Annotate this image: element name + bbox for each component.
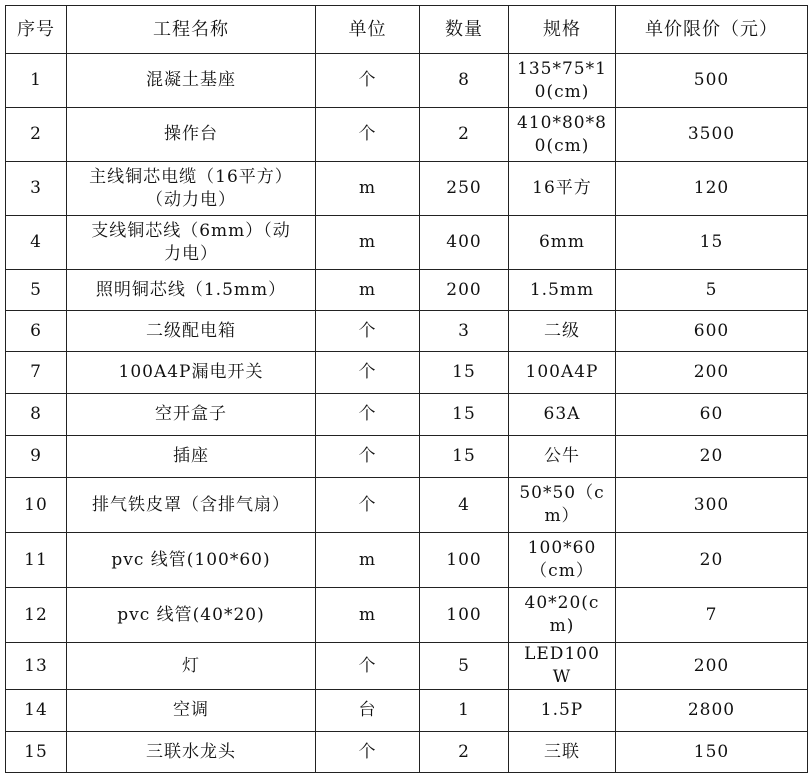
cell-unit: 个 bbox=[316, 478, 420, 533]
cell-price: 200 bbox=[616, 643, 808, 690]
cell-spec: 63A bbox=[509, 394, 616, 436]
cell-seq: 8 bbox=[6, 394, 67, 436]
cell-qty: 2 bbox=[420, 108, 509, 162]
cell-price: 120 bbox=[616, 162, 808, 216]
cell-unit: 个 bbox=[316, 54, 420, 108]
table-row bbox=[6, 533, 808, 588]
cell-price: 300 bbox=[616, 478, 808, 533]
cell-seq: 13 bbox=[6, 643, 67, 690]
table-row bbox=[6, 732, 808, 773]
cell-seq: 11 bbox=[6, 533, 67, 588]
cell-seq: 15 bbox=[6, 732, 67, 773]
cell-seq: 1 bbox=[6, 54, 67, 108]
cell-unit: 个 bbox=[316, 352, 420, 394]
table-row bbox=[6, 216, 808, 270]
cell-price: 7 bbox=[616, 588, 808, 643]
cell-name: 二级配电箱 bbox=[67, 311, 316, 352]
header-name: 工程名称 bbox=[67, 6, 316, 54]
cell-name: 混凝土基座 bbox=[67, 54, 316, 108]
cell-qty: 8 bbox=[420, 54, 509, 108]
cell-price: 150 bbox=[616, 732, 808, 773]
cell-name: 操作台 bbox=[67, 108, 316, 162]
cell-price: 20 bbox=[616, 436, 808, 478]
cell-seq: 14 bbox=[6, 690, 67, 732]
cell-spec: 16平方 bbox=[509, 162, 616, 216]
cell-seq: 7 bbox=[6, 352, 67, 394]
table-row bbox=[6, 478, 808, 533]
cell-qty: 15 bbox=[420, 436, 509, 478]
cell-price: 20 bbox=[616, 533, 808, 588]
cell-unit: 个 bbox=[316, 108, 420, 162]
cell-qty: 1 bbox=[420, 690, 509, 732]
cell-qty: 200 bbox=[420, 270, 509, 311]
cell-qty: 250 bbox=[420, 162, 509, 216]
cell-seq: 3 bbox=[6, 162, 67, 216]
cell-name: 排气铁皮罩（含排气扇） bbox=[67, 478, 316, 533]
cell-spec: 100*60（cm） bbox=[509, 533, 616, 588]
cell-spec: 135*75*10(cm) bbox=[509, 54, 616, 108]
cell-name: pvc 线管(40*20) bbox=[67, 588, 316, 643]
cell-spec: 1.5mm bbox=[509, 270, 616, 311]
header-spec: 规格 bbox=[509, 6, 616, 54]
cell-spec: 1.5P bbox=[509, 690, 616, 732]
cell-name: 插座 bbox=[67, 436, 316, 478]
cell-unit: 个 bbox=[316, 732, 420, 773]
header-seq: 序号 bbox=[6, 6, 67, 54]
table-row bbox=[6, 54, 808, 108]
cell-unit: m bbox=[316, 588, 420, 643]
header-row bbox=[6, 6, 808, 54]
cell-unit: m bbox=[316, 216, 420, 270]
cell-spec: 6mm bbox=[509, 216, 616, 270]
cell-spec: 二级 bbox=[509, 311, 616, 352]
cell-seq: 10 bbox=[6, 478, 67, 533]
table-row bbox=[6, 108, 808, 162]
cell-seq: 12 bbox=[6, 588, 67, 643]
cell-qty: 100 bbox=[420, 533, 509, 588]
header-unit: 单位 bbox=[316, 6, 420, 54]
cell-seq: 6 bbox=[6, 311, 67, 352]
cell-price: 3500 bbox=[616, 108, 808, 162]
header-qty: 数量 bbox=[420, 6, 509, 54]
table-row bbox=[6, 162, 808, 216]
cell-price: 200 bbox=[616, 352, 808, 394]
cell-qty: 15 bbox=[420, 394, 509, 436]
cell-spec: 410*80*80(cm) bbox=[509, 108, 616, 162]
cell-spec: 50*50（cm） bbox=[509, 478, 616, 533]
table-row bbox=[6, 588, 808, 643]
cell-price: 15 bbox=[616, 216, 808, 270]
table-row bbox=[6, 394, 808, 436]
cell-name: 主线铜芯电缆（16平方）（动力电） bbox=[67, 162, 316, 216]
cell-spec: 40*20(cm) bbox=[509, 588, 616, 643]
cell-price: 2800 bbox=[616, 690, 808, 732]
table-row bbox=[6, 270, 808, 311]
cell-price: 500 bbox=[616, 54, 808, 108]
cell-seq: 2 bbox=[6, 108, 67, 162]
cell-qty: 3 bbox=[420, 311, 509, 352]
table-row bbox=[6, 436, 808, 478]
cell-unit: 个 bbox=[316, 394, 420, 436]
table-row bbox=[6, 311, 808, 352]
cell-qty: 400 bbox=[420, 216, 509, 270]
table-row bbox=[6, 643, 808, 690]
cell-unit: m bbox=[316, 162, 420, 216]
cell-unit: 个 bbox=[316, 311, 420, 352]
cell-name: 100A4P漏电开关 bbox=[67, 352, 316, 394]
cell-spec: 100A4P bbox=[509, 352, 616, 394]
cell-name: 照明铜芯线（1.5mm） bbox=[67, 270, 316, 311]
cell-unit: 个 bbox=[316, 436, 420, 478]
cell-unit: m bbox=[316, 270, 420, 311]
cell-price: 600 bbox=[616, 311, 808, 352]
cell-qty: 5 bbox=[420, 643, 509, 690]
cell-name: 空开盒子 bbox=[67, 394, 316, 436]
cell-price: 5 bbox=[616, 270, 808, 311]
cell-name: 支线铜芯线（6mm）（动力电） bbox=[67, 216, 316, 270]
cell-seq: 9 bbox=[6, 436, 67, 478]
cell-name: 空调 bbox=[67, 690, 316, 732]
cell-name: 灯 bbox=[67, 643, 316, 690]
cell-spec: LED100W bbox=[509, 643, 616, 690]
cell-seq: 4 bbox=[6, 216, 67, 270]
cell-spec: 三联 bbox=[509, 732, 616, 773]
cell-unit: 台 bbox=[316, 690, 420, 732]
cell-qty: 2 bbox=[420, 732, 509, 773]
cell-name: pvc 线管(100*60) bbox=[67, 533, 316, 588]
table-row bbox=[6, 690, 808, 732]
price-table bbox=[5, 5, 808, 773]
table-row bbox=[6, 352, 808, 394]
cell-unit: m bbox=[316, 533, 420, 588]
cell-qty: 100 bbox=[420, 588, 509, 643]
cell-seq: 5 bbox=[6, 270, 67, 311]
cell-spec: 公牛 bbox=[509, 436, 616, 478]
cell-qty: 15 bbox=[420, 352, 509, 394]
header-price: 单价限价（元） bbox=[616, 6, 808, 54]
cell-qty: 4 bbox=[420, 478, 509, 533]
cell-price: 60 bbox=[616, 394, 808, 436]
cell-unit: 个 bbox=[316, 643, 420, 690]
cell-name: 三联水龙头 bbox=[67, 732, 316, 773]
